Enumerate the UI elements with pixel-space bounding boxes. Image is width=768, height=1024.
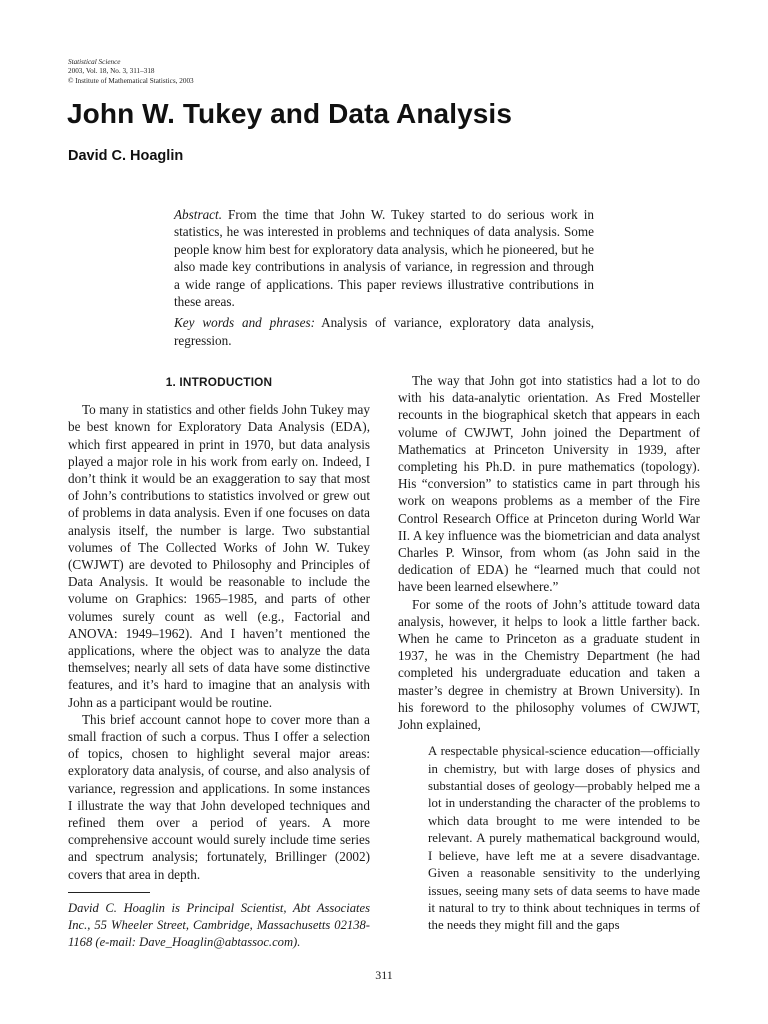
- abstract-text: From the time that John W. Tukey started to do serious work in statistics, he was interested in problems and techniques of data analysis. Some people know him best for exploratory data analysis, which he pioneered, but he also made key contributions in analysis of variance, in regression and through a wide range of applications. This paper reviews illustrative contributions in these areas.: [174, 207, 594, 310]
- keywords-label: Key words and phrases:: [174, 315, 316, 331]
- abstract-label: Abstract.: [174, 207, 222, 222]
- paper-author: David C. Hoaglin: [68, 148, 184, 164]
- paper-title: John W. Tukey and Data Analysis: [67, 98, 512, 129]
- body-paragraph: To many in statistics and other fields John Tukey may be best known for Exploratory Data Analysis (EDA), which first appeared in print in 1970, but data analysis played a major role in his work from early on. Indeed, I don’t think it would be an exaggeration to say that most of John’s contributions to statistics involved or grew out of problems in data analysis. Even if one focuses on data analysis itself, the number is large. Two substantial volumes of The Collected Works of John W. Tukey (CWJWT) are devoted to Philosophy and Principles of Data Analysis. It would be reasonable to include the volume on Graphics: 1965–1985, and parts of other volumes surely count as well (e.g., Factorial and ANOVA: 1949–1962). And I haven’t mentioned the applications, where the object was to analyze the data themselves; nearly all sets of data have some distinctive features, and it’s hard to imagine that an analysis with John as a participant would be routine.: [68, 402, 370, 710]
- left-column: [68, 372, 370, 883]
- abstract-block: [174, 206, 594, 353]
- journal-header: [68, 58, 194, 86]
- author-footnote: David C. Hoaglin is Principal Scientist, Abt Associates Inc., 55 Wheeler Street, Cambridge, Massachusetts 02138-1168 (e-mail: Dave_Hoaglin@abtassoc.com).: [68, 901, 370, 949]
- journal-copyright: © Institute of Mathematical Statistics, 2003: [68, 76, 194, 85]
- block-quote: A respectable physical-science education—officially in chemistry, but with large doses of physics and substantial doses of geology—probably helped me a lot in understanding the character of the problems to which data brought to me were intended to be relevant. A purely mathematical background would, I believe, have left me at a severe disadvantage. Given a reasonable sensitivity to the underlying issues, seeing many sets of data seems to have made it natural to try to think about techniques in terms of the needs they might fill and the gaps: [428, 744, 700, 933]
- keywords-paragraph: [174, 314, 594, 349]
- section-heading: 1. INTRODUCTION: [165, 375, 273, 389]
- body-paragraph: This brief account cannot hope to cover more than a small fraction of such a corpus. Thus I offer a selection of topics, chosen to highlight several major areas: exploratory data analysis, of course, and also analysis of variance, regression and applications. In some instances I illustrate the way that John developed techniques and refined them over a period of years. A more comprehensive account would surely include time series and spectrum analysis; fortunately, Brillinger (2002) covers that area in depth.: [68, 711, 370, 882]
- journal-volume: 2003, Vol. 18, No. 3, 311–318: [68, 67, 155, 76]
- page-number: 311: [375, 968, 393, 982]
- body-paragraph: For some of the roots of John’s attitude toward data analysis, however, it helps to look a little farther back. When he came to Princeton as a graduate student in 1937, he was in the Chemistry Department (he had completed his undergraduate education and taken a master’s degree in chemistry at Brown University). In his foreword to the philosophy volumes of CWJWT, John explained,: [398, 596, 700, 733]
- footnote-divider: [68, 892, 150, 893]
- right-column: [398, 372, 700, 935]
- keywords-text: Analysis of variance, exploratory data analysis, regression.: [174, 315, 594, 348]
- abstract-paragraph: [174, 206, 594, 310]
- body-paragraph: The way that John got into statistics had a lot to do with his data-analytic orientation. As Fred Mosteller recounts in the biographical sketch that appears in each volume of CWJWT, John joined the Department of Mathematics at Princeton University in 1939, after completing his Ph.D. in pure mathematics (topology). His “conversion” to statistics came in part through his work on weapons problems as a member of the Fire Control Research Office at Princeton during World War II. A key influence was the biometrician and data analyst Charles P. Winsor, from whom (as John said in the dedication of EDA) he “learned much that could not have been learned elsewhere.”: [398, 373, 700, 595]
- journal-name: Statistical Science: [68, 58, 121, 66]
